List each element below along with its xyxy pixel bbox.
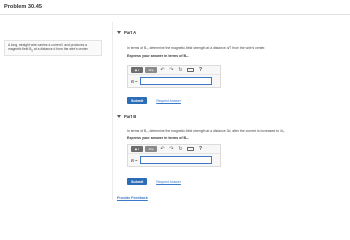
part-a-header[interactable] — [117, 30, 136, 35]
part-a-toolbar — [128, 66, 220, 75]
keyboard-icon[interactable] — [186, 67, 195, 74]
undo-icon[interactable]: ↶ — [160, 146, 165, 152]
part-b-answer-input[interactable] — [140, 156, 212, 164]
part-b-instruction: Express your answer in terms of B₀. — [127, 136, 189, 140]
part-b-title: Part B — [124, 114, 137, 119]
part-b-header[interactable] — [117, 114, 136, 119]
part-b-answer-row — [128, 154, 220, 166]
part-b-actions — [127, 178, 181, 185]
provide-feedback-link[interactable]: Provide Feedback — [117, 196, 148, 200]
problem-title: Problem 30.45 — [4, 4, 42, 10]
symbols-button[interactable]: ΑΣφ — [145, 67, 157, 73]
part-a-instruction: Express your answer in terms of B₀. — [127, 54, 189, 58]
intro-text-2: and produces a magnetic field — [8, 43, 87, 52]
part-b-toolbar — [128, 145, 220, 154]
part-b-answer-box — [127, 144, 221, 167]
redo-icon[interactable]: ↷ — [169, 146, 174, 152]
part-a-answer-box — [127, 65, 221, 88]
symbols-button[interactable]: ΑΣφ — [145, 146, 157, 152]
column-divider — [112, 22, 113, 200]
intro-symbol-d: d — [53, 47, 56, 52]
part-a-submit-button[interactable]: Submit — [127, 97, 147, 104]
undo-icon[interactable]: ↶ — [160, 67, 165, 73]
title-divider — [0, 14, 350, 15]
part-a-variable-label: B = — [131, 78, 138, 84]
part-a-answer-row — [128, 75, 220, 87]
part-b-submit-button[interactable]: Submit — [127, 178, 147, 185]
part-b-request-answer-link[interactable]: Request Answer — [156, 179, 181, 184]
help-icon[interactable]: ? — [198, 146, 203, 152]
intro-symbol-B0: $B_0$ — [29, 47, 33, 53]
collapse-caret-icon[interactable] — [117, 31, 121, 34]
templates-button[interactable]: ▣ ▾ — [131, 146, 143, 152]
problem-intro — [4, 40, 102, 56]
part-a-question: In terms of B₀, determine the magnetic-field strength at a distance d/7 from the wire's center. — [127, 46, 266, 50]
keyboard-icon[interactable] — [186, 146, 195, 153]
reset-icon[interactable]: ↻ — [178, 146, 183, 152]
redo-icon[interactable]: ↷ — [169, 67, 174, 73]
intro-text-1: A long, straight wire carries a current — [8, 43, 63, 47]
templates-button[interactable]: ▣ ▾ — [131, 67, 143, 73]
help-icon[interactable]: ? — [198, 67, 203, 73]
intro-text-3: at a distance — [33, 47, 54, 52]
part-a-title: Part A — [124, 30, 137, 35]
part-a-actions — [127, 97, 181, 104]
intro-symbol-I: I — [62, 43, 64, 47]
collapse-caret-icon[interactable] — [117, 115, 121, 118]
reset-icon[interactable]: ↻ — [178, 67, 183, 73]
part-a-answer-input[interactable] — [140, 77, 212, 85]
intro-text-4: from the wire's center. — [55, 47, 89, 52]
part-b-question: In terms of B₀, determine the magnetic-field strength at a distance 3d, after the current is increased to 4I₀. — [127, 129, 286, 133]
part-a-request-answer-link[interactable]: Request Answer — [156, 98, 181, 103]
part-b-variable-label: B = — [131, 157, 138, 163]
